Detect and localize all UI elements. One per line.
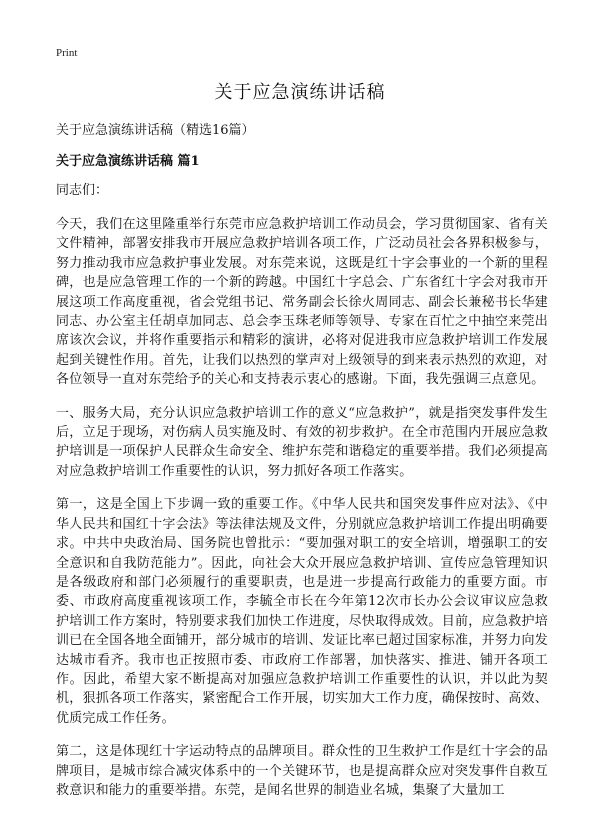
paragraph-4: 第二，这是体现红十字运动特点的品牌项目。群众性的卫生救护工作是红十字会的品牌项目，是城市综合减灾体系中的一个关键环节，也是提高群众应对突发事件自救互救意识和能力的重要举措。东莞，是闻名世界的制造业名城，集聚了大量加工 xyxy=(56,744,548,798)
paragraph-3: 第一，这是全国上下步调一致的重要工作。《中华人民共和国突发事件应对法》、《中华人民共和国红十字会法》等法律法规及文件，分别就应急救护培训工作提出明确要求。中共中央政治局、国务院也曾批示：“要加强对职工的安全培训，增强职工的安全意识和自我防范能力”。因此，向社会大众开展应急救护培训、宣传应急管理知识是各级政府和部门必须履行的重要职责，也是进一步提高行政能力的重要方面。市委、市政府高度重视该项工作，李毓全市长在今年第12次市长办公会议审议应急救护培训工作方案时，特别要求我们加快工作进度，尽快取得成效。目前，应急救护培训已在全国各地全面铺开，部分城市的培训、发证比率已超过国家标准，并努力向发达城市看齐。我市也正按照市委、市政府工作部署，加快落实、推进、铺开各项工作。因此，希望大家不断提高对加强应急救护培训工作重要性的认识，并以此为契机，狠抓各项工作落实，紧密配合工作开展，切实加大工作力度，确保按时、高效、优质完成工作任务。 xyxy=(56,497,548,726)
page-title: 关于应急演练讲话稿 xyxy=(214,82,386,103)
article-subtitle: 关于应急演练讲话稿（精选16篇） xyxy=(56,123,255,138)
section-heading: 关于应急演练讲话稿 篇1 xyxy=(56,154,200,169)
print-link[interactable]: Print xyxy=(56,47,78,59)
greeting: 同志们： xyxy=(56,183,109,198)
paragraph-1: 今天，我们在这里隆重举行东莞市应急救护培训工作动员会，学习贯彻国家、省有关文件精神，部署安排我市开展应急救护培训各项工作，广泛动员社会各界积极参与，努力推动我市应急救护事业发展。对东莞来说，这既是红十字会事业的一个新的里程碑，也是应急管理工作的一个新的跨越。中国红十字总会、广东省红十字会对我市开展这项工作高度重视，省会党组书记、常务副会长徐火周同志、副会长兼秘书长华建同志、办公室主任胡卓加同志、总会李玉珠老师等领导、专家在百忙之中抽空来莞出席该次会议，并将作重要指示和精彩的演讲，必将对促进我市应急救护培训工作发展起到关键性作用。首先，让我们以热烈的掌声对上级领导的到来表示热烈的欢迎，对各位领导一直对东莞给予的关心和支持表示衷心的感谢。下面，我先强调三点意见。 xyxy=(56,217,548,388)
article-body xyxy=(56,121,548,814)
paragraph-2: 一、服务大局，充分认识应急救护培训工作的意义“应急救护”，就是指突发事件发生后，立足于现场，对伤病人员实施及时、有效的初步救护。在全市范围内开展应急救护培训是一项保护人民群众生命安全、维护东莞和谐稳定的重要举措。我们必须提高对应急救护培训工作重要性的认识，努力抓好各项工作落实。 xyxy=(56,405,548,479)
